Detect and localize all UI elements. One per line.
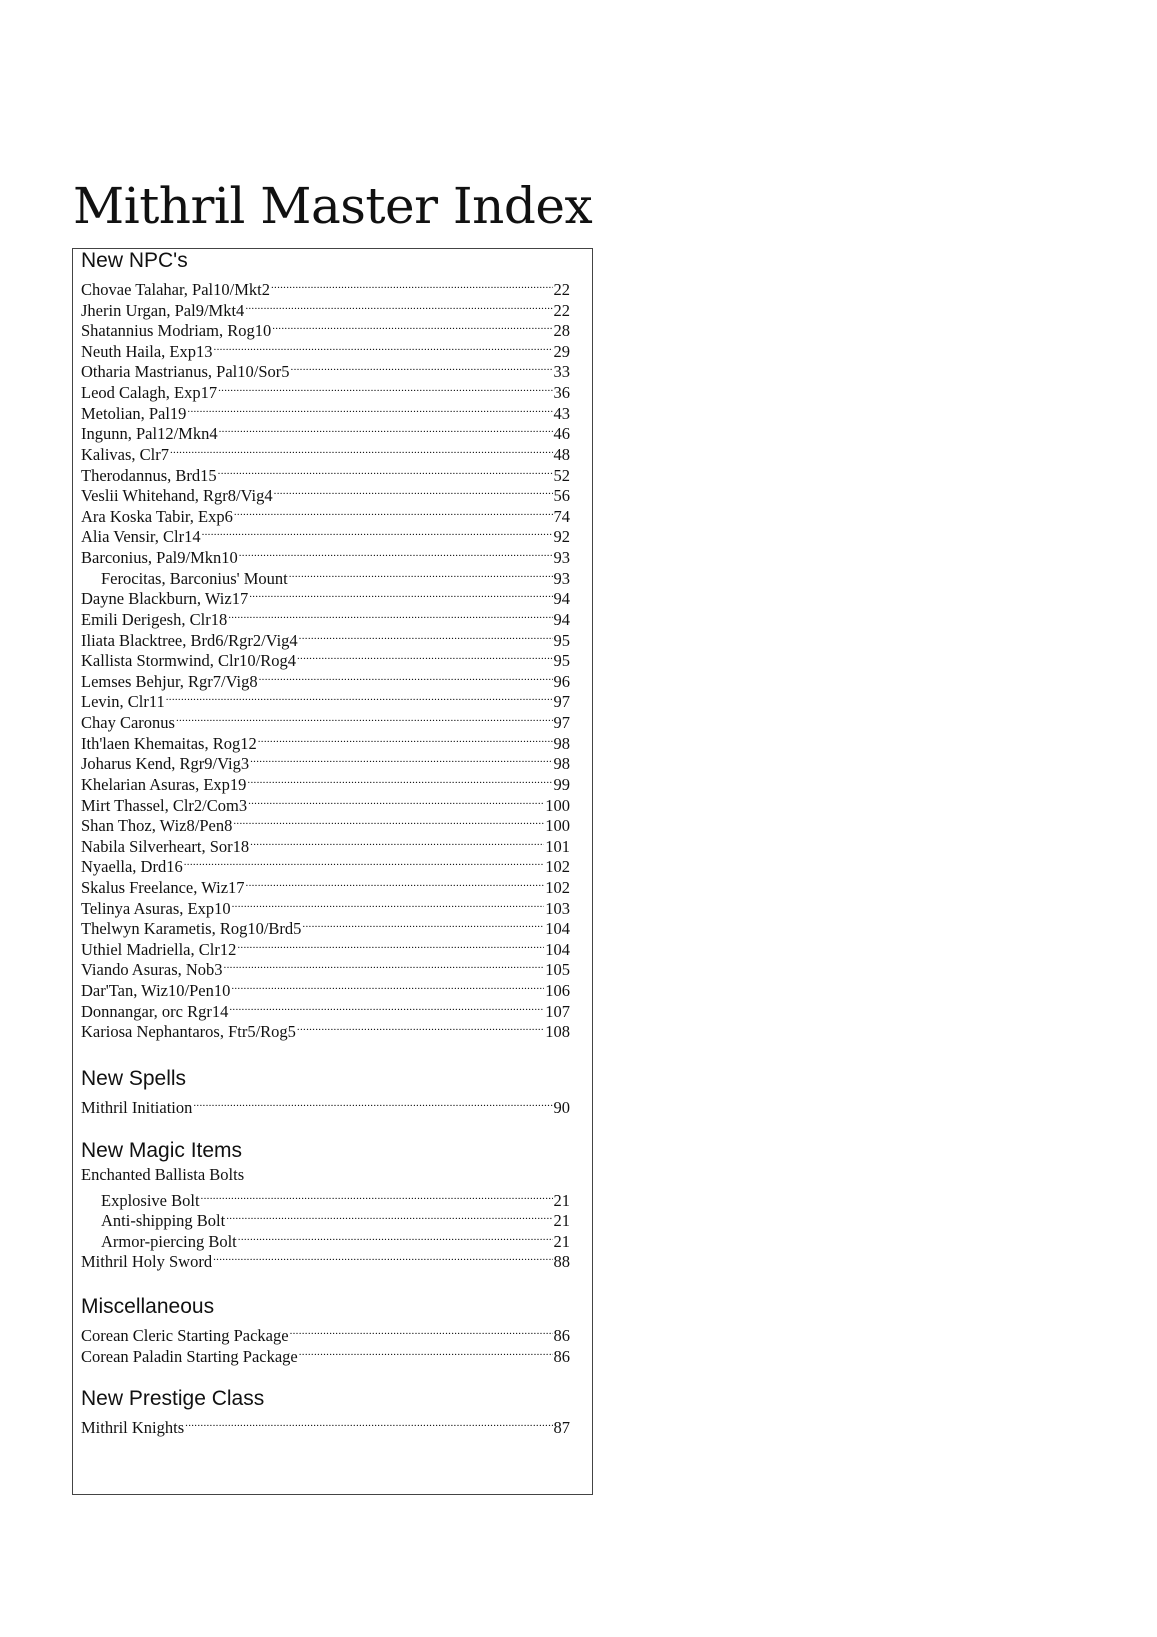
dot-leader bbox=[238, 1227, 553, 1247]
index-entry bbox=[81, 605, 570, 629]
entry-name: Joharus Kend, Rgr9/Vig3 bbox=[81, 754, 250, 774]
dot-leader bbox=[233, 811, 544, 831]
index-entry bbox=[81, 378, 570, 403]
entry-page-number: 103 bbox=[545, 898, 570, 918]
entry-page-number: 33 bbox=[553, 362, 570, 382]
index-entry bbox=[81, 770, 570, 794]
index-entry bbox=[81, 1413, 570, 1437]
entry-name: Neuth Haila, Exp13 bbox=[81, 341, 213, 361]
index-entry bbox=[81, 626, 570, 650]
section-heading: Miscellaneous bbox=[81, 1295, 215, 1318]
dot-leader bbox=[239, 543, 553, 563]
entry-page-number: 105 bbox=[545, 960, 570, 980]
index-entry bbox=[81, 461, 570, 485]
index-entry bbox=[81, 357, 570, 382]
entry-name: Nyaella, Drd16 bbox=[81, 857, 183, 877]
entry-name: Anti-shipping Bolt bbox=[101, 1211, 226, 1231]
index-entry bbox=[81, 399, 570, 423]
dot-leader bbox=[170, 440, 553, 460]
dot-leader bbox=[213, 1247, 552, 1267]
dot-leader bbox=[184, 852, 545, 872]
index-box bbox=[72, 248, 593, 1495]
section-heading: New NPC's bbox=[81, 249, 188, 272]
index-entry bbox=[81, 419, 570, 444]
entry-name: Armor-piercing Bolt bbox=[101, 1231, 237, 1251]
page-title: Mithril Master Index bbox=[73, 177, 593, 235]
dot-leader bbox=[259, 667, 553, 687]
dot-leader bbox=[234, 502, 553, 522]
entry-name: Metolian, Pal19 bbox=[81, 403, 187, 423]
dot-leader bbox=[297, 646, 553, 666]
entry-page-number: 56 bbox=[553, 486, 570, 506]
entry-name: Ingunn, Pal12/Mkn4 bbox=[81, 424, 218, 444]
index-entry bbox=[81, 976, 570, 1001]
entry-name: Telinya Asuras, Exp10 bbox=[81, 898, 231, 918]
entry-name: Barconius, Pal9/Mkn10 bbox=[81, 548, 238, 568]
entry-name: Donnangar, orc Rgr14 bbox=[81, 1001, 229, 1021]
index-entry bbox=[101, 564, 570, 588]
entry-page-number: 100 bbox=[545, 795, 570, 815]
entry-page-number: 104 bbox=[545, 939, 570, 959]
dot-leader bbox=[202, 522, 553, 542]
entry-page-number: 102 bbox=[545, 857, 570, 877]
entry-name: Veslii Whitehand, Rgr8/Vig4 bbox=[81, 486, 273, 506]
index-entry bbox=[81, 296, 570, 320]
entry-name: Chovae Talahar, Pal10/Mkt2 bbox=[81, 280, 270, 299]
entry-page-number: 48 bbox=[553, 444, 570, 464]
dot-leader bbox=[166, 687, 553, 707]
entry-page-number: 87 bbox=[553, 1418, 570, 1437]
entry-page-number: 46 bbox=[553, 424, 570, 444]
index-entry bbox=[81, 955, 570, 980]
dot-leader bbox=[247, 770, 552, 790]
entry-page-number: 106 bbox=[545, 981, 570, 1001]
dot-leader bbox=[289, 564, 553, 584]
dot-leader bbox=[245, 296, 552, 316]
entry-page-number: 107 bbox=[545, 1001, 570, 1021]
entry-page-number: 22 bbox=[553, 280, 570, 299]
entry-page-number: 43 bbox=[553, 403, 570, 423]
section-heading: New Prestige Class bbox=[81, 1387, 265, 1410]
entry-page-number: 98 bbox=[553, 754, 570, 774]
entry-name: Kallista Stormwind, Clr10/Rog4 bbox=[81, 651, 296, 671]
entry-page-number: 21 bbox=[553, 1211, 570, 1231]
entry-page-number: 99 bbox=[553, 774, 570, 794]
index-entry bbox=[81, 914, 570, 939]
index-entry bbox=[81, 481, 570, 506]
entry-name: Dar'Tan, Wiz10/Pen10 bbox=[81, 981, 231, 1001]
entry-page-number: 36 bbox=[553, 383, 570, 403]
dot-leader bbox=[214, 337, 553, 357]
index-entry bbox=[81, 667, 570, 691]
entry-page-number: 94 bbox=[553, 589, 570, 609]
index-entry bbox=[101, 1186, 570, 1210]
index-entry bbox=[81, 708, 570, 733]
dot-leader bbox=[299, 626, 553, 646]
index-entry bbox=[81, 543, 570, 568]
index-entry bbox=[81, 935, 570, 959]
entry-name: Shatannius Modriam, Rog10 bbox=[81, 321, 272, 341]
entry-name: Mithril Holy Sword bbox=[81, 1252, 213, 1272]
index-entry bbox=[81, 584, 570, 609]
entry-name: Mithril Initiation bbox=[81, 1098, 193, 1117]
entry-page-number: 21 bbox=[553, 1231, 570, 1251]
dot-leader bbox=[226, 1206, 552, 1226]
entry-name: Levin, Clr11 bbox=[81, 692, 165, 712]
dot-leader bbox=[290, 1321, 553, 1341]
entry-name: Leod Calagh, Exp17 bbox=[81, 383, 218, 403]
section-heading: New Spells bbox=[81, 1067, 187, 1090]
entry-page-number: 88 bbox=[553, 1252, 570, 1272]
index-entry bbox=[81, 811, 570, 836]
dot-leader bbox=[299, 1342, 553, 1362]
dot-leader bbox=[193, 1093, 552, 1113]
entry-name: Uthiel Madriella, Clr12 bbox=[81, 939, 237, 959]
index-entry bbox=[101, 1206, 570, 1231]
dot-leader bbox=[219, 419, 553, 439]
entry-page-number: 97 bbox=[553, 713, 570, 733]
index-entry bbox=[81, 997, 570, 1021]
dot-leader bbox=[229, 997, 544, 1017]
index-entry bbox=[81, 894, 570, 918]
dot-leader bbox=[228, 605, 552, 625]
entry-page-number: 100 bbox=[545, 816, 570, 836]
entry-name: Explosive Bolt bbox=[101, 1190, 200, 1210]
dot-leader bbox=[249, 584, 552, 604]
entry-page-number: 74 bbox=[553, 506, 570, 526]
entry-page-number: 96 bbox=[553, 671, 570, 691]
entry-page-number: 98 bbox=[553, 733, 570, 753]
entry-name: Therodannus, Brd15 bbox=[81, 465, 217, 485]
entry-name: Kariosa Nephantaros, Ftr5/Rog5 bbox=[81, 1022, 296, 1042]
entry-name: Corean Paladin Starting Package bbox=[81, 1346, 298, 1366]
entry-name: Skalus Freelance, Wiz17 bbox=[81, 877, 245, 897]
entry-page-number: 101 bbox=[545, 836, 570, 856]
entry-page-number: 90 bbox=[553, 1098, 570, 1117]
index-entry bbox=[81, 1247, 570, 1272]
dot-leader bbox=[272, 316, 552, 336]
entry-page-number: 22 bbox=[553, 300, 570, 320]
index-entry bbox=[81, 440, 570, 464]
entry-name: Lemses Behjur, Rgr7/Vig8 bbox=[81, 671, 258, 691]
dot-leader bbox=[258, 729, 553, 749]
dot-leader bbox=[185, 1413, 552, 1433]
entry-name: Alia Vensir, Clr14 bbox=[81, 527, 201, 547]
dot-leader bbox=[218, 461, 553, 481]
dot-leader bbox=[231, 976, 544, 996]
index-entry bbox=[81, 522, 570, 547]
entry-name: Kalivas, Clr7 bbox=[81, 444, 169, 464]
index-entry bbox=[81, 337, 570, 361]
entry-name: Nabila Silverheart, Sor18 bbox=[81, 836, 250, 856]
entry-page-number: 104 bbox=[545, 919, 570, 939]
entry-page-number: 102 bbox=[545, 877, 570, 897]
entry-page-number: 93 bbox=[553, 548, 570, 568]
index-entry bbox=[81, 791, 570, 815]
entry-page-number: 95 bbox=[553, 651, 570, 671]
entry-page-number: 95 bbox=[553, 630, 570, 650]
dot-leader bbox=[201, 1186, 553, 1206]
dot-leader bbox=[291, 357, 553, 377]
entry-name: Enchanted Ballista Bolts bbox=[81, 1165, 245, 1184]
entry-name: Otharia Mastrianus, Pal10/Sor5 bbox=[81, 362, 290, 382]
entry-name: Mithril Knights bbox=[81, 1418, 185, 1437]
dot-leader bbox=[218, 378, 552, 398]
entry-name: Emili Derigesh, Clr18 bbox=[81, 609, 228, 629]
entry-page-number: 108 bbox=[545, 1022, 570, 1042]
dot-leader bbox=[250, 749, 552, 769]
index-entry bbox=[81, 1017, 570, 1042]
entry-page-number: 52 bbox=[553, 465, 570, 485]
dot-leader bbox=[248, 791, 544, 811]
index-entry bbox=[81, 729, 570, 753]
index-entry bbox=[81, 749, 570, 774]
dot-leader bbox=[232, 894, 545, 914]
entry-name: Mirt Thassel, Clr2/Com3 bbox=[81, 795, 248, 815]
index-entry bbox=[81, 502, 570, 526]
entry-name: Ara Koska Tabir, Exp6 bbox=[81, 506, 233, 526]
dot-leader bbox=[302, 914, 544, 934]
entry-page-number: 21 bbox=[553, 1190, 570, 1210]
index-entry bbox=[81, 316, 570, 341]
entry-name: Khelarian Asuras, Exp19 bbox=[81, 774, 247, 794]
dot-leader bbox=[274, 481, 553, 501]
dot-leader bbox=[224, 955, 545, 975]
index-entry bbox=[81, 873, 570, 897]
entry-name: Corean Cleric Starting Package bbox=[81, 1326, 289, 1345]
index-entry bbox=[81, 1342, 570, 1366]
entry-page-number: 28 bbox=[553, 321, 570, 341]
index-entry bbox=[81, 1321, 570, 1345]
entry-name: Dayne Blackburn, Wiz17 bbox=[81, 589, 249, 609]
entry-name: Iliata Blacktree, Brd6/Rgr2/Vig4 bbox=[81, 630, 298, 650]
entry-name: Ferocitas, Barconius' Mount bbox=[101, 568, 288, 588]
entry-page-number: 94 bbox=[553, 609, 570, 629]
entry-name: Shan Thoz, Wiz8/Pen8 bbox=[81, 816, 233, 836]
dot-leader bbox=[271, 275, 553, 295]
dot-leader bbox=[187, 399, 552, 419]
entry-name: Viando Asuras, Nob3 bbox=[81, 960, 223, 980]
entry-page-number: 97 bbox=[553, 692, 570, 712]
dot-leader bbox=[237, 935, 544, 955]
entry-page-number: 29 bbox=[553, 341, 570, 361]
dot-leader bbox=[176, 708, 553, 728]
entry-page-number: 92 bbox=[553, 527, 570, 547]
index-entry bbox=[81, 687, 570, 712]
index-entry bbox=[81, 646, 570, 671]
index-entry bbox=[81, 275, 570, 299]
index-entry bbox=[81, 1165, 570, 1185]
entry-name: Chay Caronus bbox=[81, 713, 175, 733]
entry-page-number: 86 bbox=[553, 1346, 570, 1366]
entry-page-number: 86 bbox=[553, 1326, 570, 1345]
entry-name: Ith'laen Khemaitas, Rog12 bbox=[81, 733, 257, 753]
entry-name: Jherin Urgan, Pal9/Mkt4 bbox=[81, 300, 245, 320]
index-entry bbox=[101, 1227, 570, 1251]
dot-leader bbox=[246, 873, 545, 893]
section-heading: New Magic Items bbox=[81, 1139, 243, 1162]
entry-page-number: 93 bbox=[553, 568, 570, 588]
dot-leader bbox=[250, 832, 544, 852]
dot-leader bbox=[297, 1017, 544, 1037]
index-entry bbox=[81, 852, 570, 877]
entry-name: Thelwyn Karametis, Rog10/Brd5 bbox=[81, 919, 302, 939]
index-entry bbox=[81, 832, 570, 856]
index-entry bbox=[81, 1093, 570, 1117]
